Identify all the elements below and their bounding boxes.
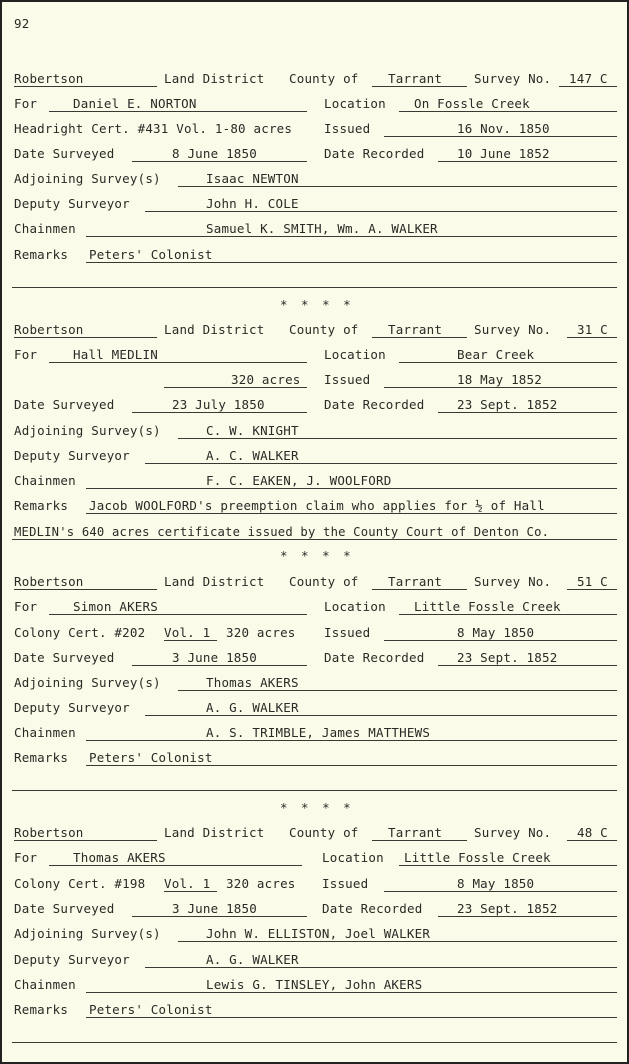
date-surveyed-label: Date Surveyed bbox=[14, 901, 115, 916]
remarks-label: Remarks bbox=[14, 498, 69, 513]
chainmen-label: Chainmen bbox=[14, 977, 76, 992]
issued-value: 8 May 1850 bbox=[457, 876, 535, 891]
remarks-value: Peters' Colonist bbox=[89, 1002, 213, 1017]
certificate: 320 acres bbox=[231, 372, 301, 387]
survey-no-value: 48 C bbox=[577, 825, 608, 840]
remarks-label: Remarks bbox=[14, 1002, 69, 1017]
county-value: Tarrant bbox=[388, 825, 443, 840]
adjoining-label: Adjoining Survey(s) bbox=[14, 675, 161, 690]
date-surveyed-value: 3 June 1850 bbox=[172, 650, 257, 665]
issued-label: Issued bbox=[324, 121, 371, 136]
survey-no-value: 147 C bbox=[569, 71, 608, 86]
deputy-value: A. G. WALKER bbox=[206, 952, 299, 967]
date-surveyed-label: Date Surveyed bbox=[14, 650, 115, 665]
chainmen-value: A. S. TRIMBLE, James MATTHEWS bbox=[206, 725, 431, 740]
separator-stars: * * * * bbox=[280, 297, 354, 312]
certificate-acres: 320 acres bbox=[226, 625, 296, 640]
deputy-label: Deputy Surveyor bbox=[14, 952, 130, 967]
for-label: For bbox=[14, 96, 38, 111]
land-district-label: Land District bbox=[164, 825, 265, 840]
issued-value: 8 May 1850 bbox=[457, 625, 535, 640]
district-value: Robertson bbox=[14, 825, 84, 840]
land-district-label: Land District bbox=[164, 71, 265, 86]
date-recorded-value: 23 Sept. 1852 bbox=[457, 650, 558, 665]
certificate: Colony Cert. #198 bbox=[14, 876, 146, 891]
location-value: Bear Creek bbox=[457, 347, 535, 362]
certificate-acres: 320 acres bbox=[226, 876, 296, 891]
for-value: Hall MEDLIN bbox=[73, 347, 158, 362]
separator-stars: * * * * bbox=[280, 548, 354, 563]
date-surveyed-value: 3 June 1850 bbox=[172, 901, 257, 916]
location-value: On Fossle Creek bbox=[414, 96, 530, 111]
certificate-volume: Vol. 1 bbox=[164, 876, 211, 891]
date-recorded-label: Date Recorded bbox=[324, 650, 425, 665]
deputy-value: John H. COLE bbox=[206, 196, 299, 211]
chainmen-label: Chainmen bbox=[14, 725, 76, 740]
location-value: Little Fossle Creek bbox=[414, 599, 561, 614]
for-value: Thomas AKERS bbox=[73, 850, 166, 865]
location-label: Location bbox=[324, 96, 386, 111]
deputy-label: Deputy Surveyor bbox=[14, 700, 130, 715]
county-label: County of bbox=[289, 574, 359, 589]
date-recorded-value: 10 June 1852 bbox=[457, 146, 550, 161]
remarks-value: Peters' Colonist bbox=[89, 750, 213, 765]
survey-no-value: 31 C bbox=[577, 322, 608, 337]
deputy-label: Deputy Surveyor bbox=[14, 196, 130, 211]
county-label: County of bbox=[289, 825, 359, 840]
chainmen-value: Lewis G. TINSLEY, John AKERS bbox=[206, 977, 423, 992]
survey-no-label: Survey No. bbox=[474, 825, 552, 840]
for-label: For bbox=[14, 850, 38, 865]
county-label: County of bbox=[289, 322, 359, 337]
location-label: Location bbox=[324, 599, 386, 614]
date-recorded-label: Date Recorded bbox=[324, 397, 425, 412]
county-label: County of bbox=[289, 71, 359, 86]
date-recorded-value: 23 Sept. 1852 bbox=[457, 901, 558, 916]
adjoining-label: Adjoining Survey(s) bbox=[14, 423, 161, 438]
adjoining-value: Thomas AKERS bbox=[206, 675, 299, 690]
district-value: Robertson bbox=[14, 71, 84, 86]
remarks-label: Remarks bbox=[14, 247, 69, 262]
survey-no-label: Survey No. bbox=[474, 574, 552, 589]
date-surveyed-label: Date Surveyed bbox=[14, 397, 115, 412]
deputy-value: A. C. WALKER bbox=[206, 448, 299, 463]
chainmen-label: Chainmen bbox=[14, 221, 76, 236]
for-label: For bbox=[14, 347, 38, 362]
date-recorded-label: Date Recorded bbox=[322, 901, 423, 916]
date-surveyed-value: 8 June 1850 bbox=[172, 146, 257, 161]
adjoining-label: Adjoining Survey(s) bbox=[14, 926, 161, 941]
deputy-label: Deputy Surveyor bbox=[14, 448, 130, 463]
survey-no-label: Survey No. bbox=[474, 322, 552, 337]
separator-stars: * * * * bbox=[280, 800, 354, 815]
location-value: Little Fossle Creek bbox=[404, 850, 551, 865]
certificate-volume: Vol. 1 bbox=[164, 625, 211, 640]
remarks-value: Jacob WOOLFORD's preemption claim who applies for ½ of Hall bbox=[89, 498, 545, 513]
certificate: Headright Cert. #431 Vol. 1-80 acres bbox=[14, 121, 293, 136]
deputy-value: A. G. WALKER bbox=[206, 700, 299, 715]
for-value: Simon AKERS bbox=[73, 599, 158, 614]
for-label: For bbox=[14, 599, 38, 614]
chainmen-label: Chainmen bbox=[14, 473, 76, 488]
district-value: Robertson bbox=[14, 322, 84, 337]
county-value: Tarrant bbox=[388, 71, 443, 86]
chainmen-value: Samuel K. SMITH, Wm. A. WALKER bbox=[206, 221, 438, 236]
survey-no-label: Survey No. bbox=[474, 71, 552, 86]
remarks-value: Peters' Colonist bbox=[89, 247, 213, 262]
remarks-value-continued: MEDLIN's 640 acres certificate issued by the County Court of Denton Co. bbox=[14, 525, 550, 539]
for-value: Daniel E. NORTON bbox=[73, 96, 197, 111]
adjoining-label: Adjoining Survey(s) bbox=[14, 171, 161, 186]
adjoining-value: John W. ELLISTON, Joel WALKER bbox=[206, 926, 431, 941]
date-surveyed-label: Date Surveyed bbox=[14, 146, 115, 161]
issued-label: Issued bbox=[322, 876, 369, 891]
certificate: Colony Cert. #202 bbox=[14, 625, 146, 640]
chainmen-value: F. C. EAKEN, J. WOOLFORD bbox=[206, 473, 392, 488]
location-label: Location bbox=[324, 347, 386, 362]
location-label: Location bbox=[322, 850, 384, 865]
issued-label: Issued bbox=[324, 372, 371, 387]
survey-no-value: 51 C bbox=[577, 574, 608, 589]
adjoining-value: C. W. KNIGHT bbox=[206, 423, 299, 438]
date-recorded-value: 23 Sept. 1852 bbox=[457, 397, 558, 412]
remarks-label: Remarks bbox=[14, 750, 69, 765]
county-value: Tarrant bbox=[388, 322, 443, 337]
issued-label: Issued bbox=[324, 625, 371, 640]
issued-value: 16 Nov. 1850 bbox=[457, 121, 550, 136]
land-district-label: Land District bbox=[164, 322, 265, 337]
issued-value: 18 May 1852 bbox=[457, 372, 542, 387]
date-surveyed-value: 23 July 1850 bbox=[172, 397, 265, 412]
date-recorded-label: Date Recorded bbox=[324, 146, 425, 161]
page-number: 92 bbox=[14, 16, 30, 31]
county-value: Tarrant bbox=[388, 574, 443, 589]
land-district-label: Land District bbox=[164, 574, 265, 589]
district-value: Robertson bbox=[14, 574, 84, 589]
adjoining-value: Isaac NEWTON bbox=[206, 171, 299, 186]
